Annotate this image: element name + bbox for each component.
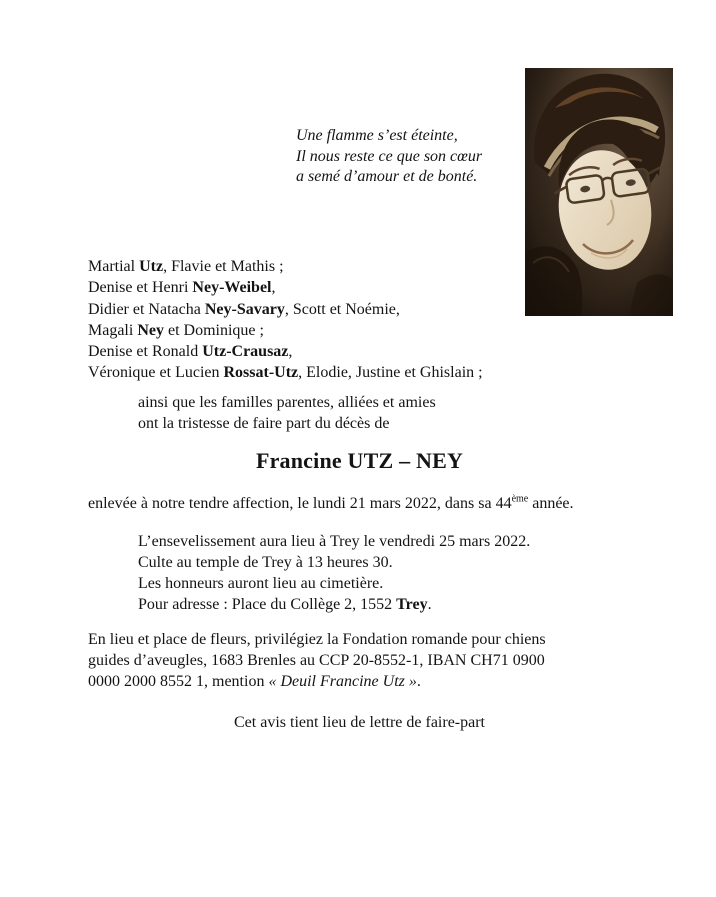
- memorial-quote-line: Une flamme s’est éteinte,: [296, 127, 458, 144]
- memorial-quote: [296, 126, 482, 188]
- ceremony-line: Pour adresse : Place du Collège 2, 1552 Trey.: [138, 596, 432, 613]
- donation-line: En lieu et place de fleurs, privilégiez la Fondation romande pour chiens: [88, 631, 546, 648]
- death-date-line: enlevée à notre tendre affection, le lundi 21 mars 2022, dans sa 44ème année.: [88, 493, 574, 512]
- ceremony-line: L’ensevelissement aura lieu à Trey le vendredi 25 mars 2022.: [138, 533, 531, 550]
- family-line: Denise et Henri Ney-Weibel,: [88, 279, 276, 297]
- ordinal-superscript: ème: [511, 493, 529, 505]
- announcement-intro: [138, 392, 436, 434]
- memorial-quote-line: Il nous reste ce que son cœur: [296, 147, 483, 165]
- memorial-quote-line: a semé d’amour et de bonté.: [296, 168, 478, 185]
- donation-line: guides d’aveugles, 1683 Brenles au CCP 20-8552-1, IBAN CH71 0900: [88, 652, 545, 669]
- donation-paragraph: [88, 629, 546, 692]
- ceremony-line: Culte au temple de Trey à 13 heures 30.: [138, 554, 393, 571]
- family-line: Magali Ney et Dominique ;: [88, 321, 264, 339]
- closing-line: Cet avis tient lieu de lettre de faire-part: [234, 714, 485, 731]
- intro-line: ont la tristesse de faire part du décès de: [138, 415, 390, 432]
- donation-line: 0000 2000 8552 1, mention « Deuil Francine Utz ».: [88, 673, 421, 690]
- family-line: Didier et Natacha Ney-Savary, Scott et Noémie,: [88, 300, 400, 318]
- family-line: Véronique et Lucien Rossat-Utz, Elodie, Justine et Ghislain ;: [88, 364, 483, 382]
- intro-line: ainsi que les familles parentes, alliées et amies: [138, 394, 436, 411]
- ceremony-line: Les honneurs auront lieu au cimetière.: [138, 575, 384, 592]
- deceased-name-title: Francine UTZ – NEY: [255, 448, 464, 473]
- ceremony-details: [138, 531, 530, 615]
- portrait-photo: [525, 68, 673, 316]
- family-line: Denise et Ronald Utz-Crausaz,: [88, 343, 293, 361]
- photo-vignette: [525, 68, 673, 316]
- family-list: [88, 256, 483, 384]
- family-line: Martial Utz, Flavie et Mathis ;: [88, 258, 284, 275]
